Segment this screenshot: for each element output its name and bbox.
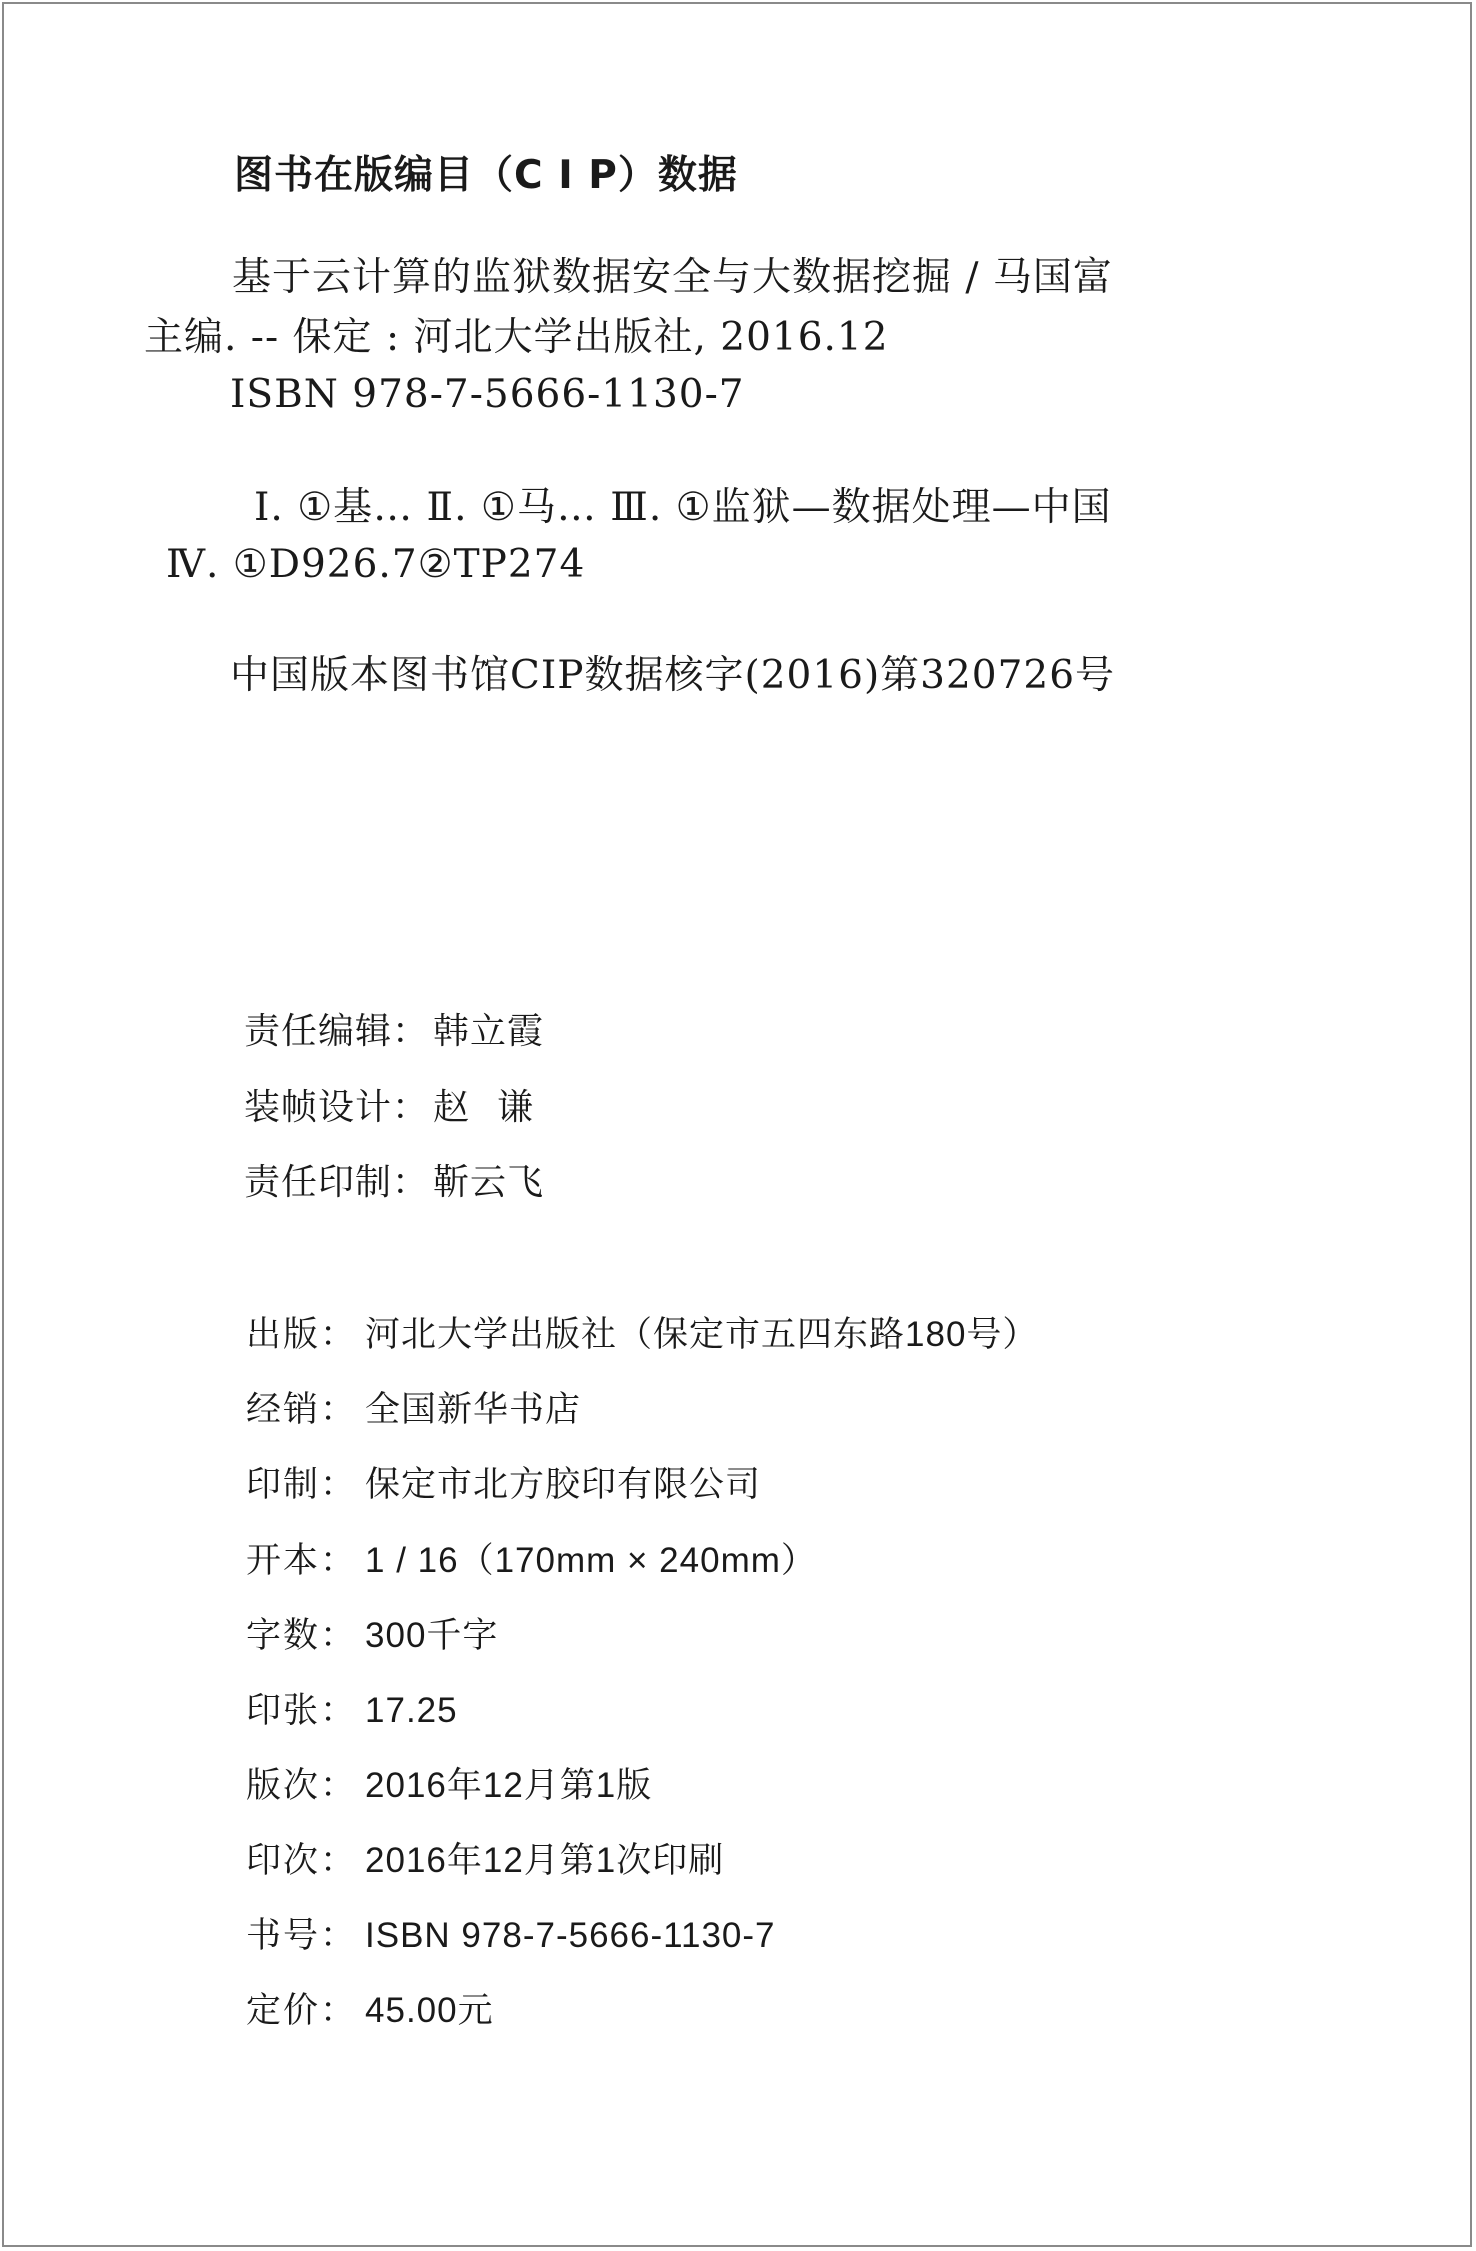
pub-value: 全国新华书店 (365, 1390, 582, 1429)
pub-value: 45.00元 (365, 1991, 494, 2030)
pub-value: ISBN 978-7-5666-1130-7 (365, 1916, 776, 1955)
pub-value: 17.25 (365, 1691, 458, 1730)
pub-label: 经销： (246, 1390, 358, 1429)
pub-label: 印次： (246, 1841, 358, 1880)
pub-row-word-count (246, 1618, 498, 1653)
pub-row-isbn (246, 1918, 776, 1953)
pub-label: 出版： (246, 1315, 358, 1354)
cip-heading: 图书在版编目（C I P）数据 (234, 153, 738, 198)
staff-label: 责任印制： (244, 1162, 430, 1203)
pub-value: 1 / 16（170mm × 240mm） (365, 1541, 817, 1580)
staff-label: 装帧设计： (244, 1087, 430, 1128)
pub-row-distributor (246, 1392, 581, 1427)
cip-line-verification: 中国版本图书馆CIP数据核字(2016)第320726号 (230, 653, 1116, 698)
pub-label: 版次： (246, 1766, 358, 1805)
pub-row-publisher (246, 1317, 1038, 1352)
pub-label: 印制： (246, 1465, 358, 1504)
pub-value: 2016年12月第1版 (365, 1766, 653, 1805)
pub-value: 300千字 (365, 1616, 499, 1655)
pub-label: 定价： (246, 1991, 358, 2030)
staff-row-editor (244, 1011, 545, 1052)
pub-value: 河北大学出版社（保定市五四东路180号） (365, 1315, 1039, 1354)
staff-label: 责任编辑： (244, 1011, 430, 1052)
staff-value: 靳云飞 (433, 1162, 545, 1203)
staff-row-printing (244, 1162, 545, 1203)
pub-value: 2016年12月第1次印刷 (365, 1841, 725, 1880)
pub-row-printer (246, 1467, 761, 1502)
pub-row-format (246, 1543, 817, 1578)
pub-label: 印张： (246, 1691, 358, 1730)
cip-line-publisher: 主编. -- 保定 : 河北大学出版社, 2016.12 (144, 315, 889, 360)
pub-label: 字数： (246, 1616, 358, 1655)
pub-label: 开本： (246, 1541, 358, 1580)
cip-line-title-author: 基于云计算的监狱数据安全与大数据挖掘 / 马国富 (232, 255, 1113, 300)
cip-line-isbn: ISBN 978-7-5666-1130-7 (230, 372, 745, 417)
pub-value: 保定市北方胶印有限公司 (365, 1465, 762, 1504)
cip-line-classification: Ⅳ. ①D926.7②TP274 (166, 542, 586, 587)
pub-row-impression (246, 1843, 724, 1878)
cip-line-subjects: Ⅰ. ①基… Ⅱ. ①马… Ⅲ. ①监狱—数据处理—中国 (254, 485, 1112, 530)
staff-row-designer (244, 1087, 562, 1128)
pub-label: 书号： (246, 1916, 358, 1955)
pub-row-price (246, 1993, 494, 2028)
pub-row-edition (246, 1768, 652, 1803)
staff-value: 韩立霞 (433, 1011, 545, 1052)
pub-row-sheets (246, 1693, 458, 1728)
staff-value: 赵谦 (433, 1087, 562, 1128)
